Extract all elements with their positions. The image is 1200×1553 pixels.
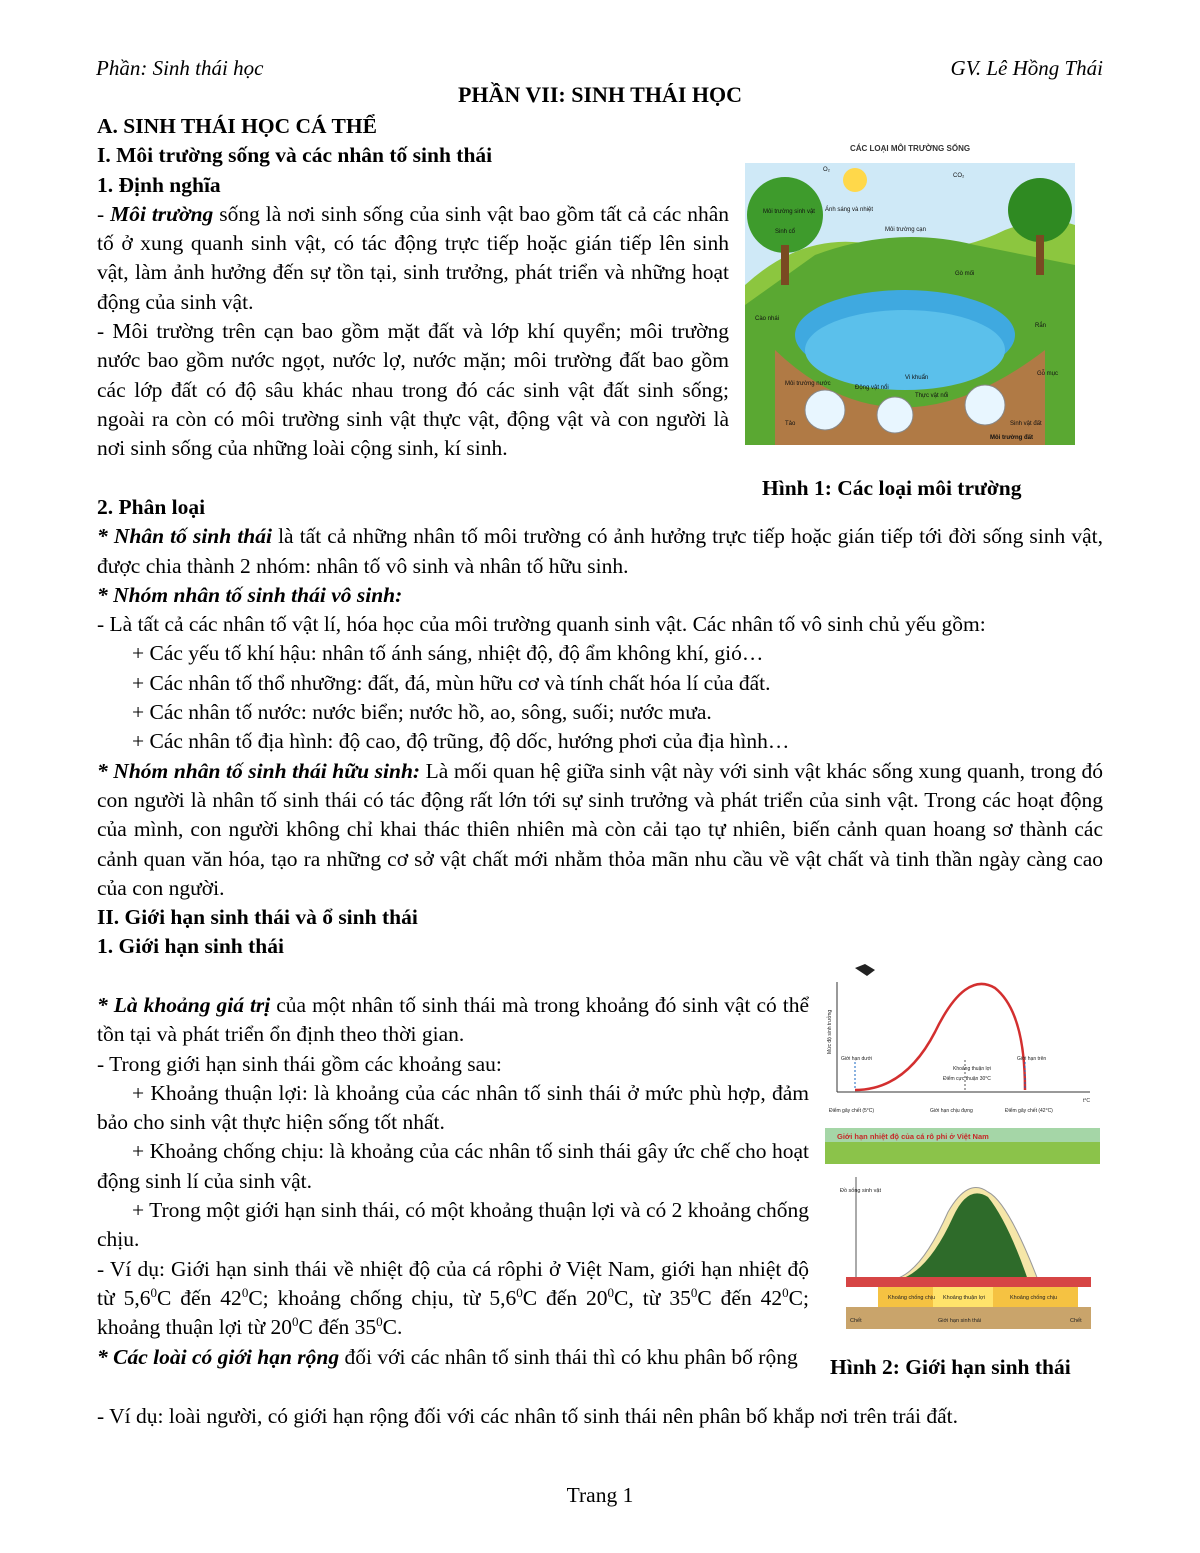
fig2-upper-limit: Giới hạn trên: [1017, 1056, 1047, 1062]
fig1-label-soil-org: Sinh vật đất: [1010, 421, 1042, 427]
fig1-label-co2: CO₂: [953, 173, 965, 179]
page-title: PHẦN VII: SINH THÁI HỌC: [457, 82, 742, 107]
fig1-label-o2: O₂: [823, 167, 830, 173]
fig2-x-unit: t°C: [1083, 1098, 1090, 1104]
fig2b-die-left: Chết: [850, 1318, 862, 1324]
fig1-label-cao-nhai: Cào nhái: [755, 316, 780, 322]
limit-term: * Là khoảng giá trị: [97, 993, 271, 1017]
fig1-label-water-env: Môi trường nước: [785, 381, 831, 387]
limit-text: của một nhân tố sinh thái mà trong khoảng đó sinh vật có thể tồn tại và phát triển ổn định theo thời gian.: [97, 993, 809, 1047]
fig1-label-ran: Rắn: [1035, 323, 1047, 329]
ecological-factor-paragraph: [97, 522, 1103, 581]
abiotic-item-water: + Các nhân tố nước: nước biển; nước hồ, ao, sông, suối; nước mưa.: [132, 700, 712, 725]
wide-range-text: đối với các nhân tố sinh thái thì có khu phân bố rộng: [339, 1344, 798, 1369]
fig2-death-low: Điểm gây chết (5°C): [829, 1108, 875, 1114]
ecological-factor-term: * Nhân tố sinh thái: [97, 524, 272, 549]
figure1-title: CÁC LOẠI MÔI TRƯỜNG SỐNG: [849, 144, 971, 153]
fig1-label-sinh-co: Sinh cổ: [775, 229, 796, 235]
figure2-temperature-chart: [825, 962, 1100, 1164]
fig1-label-bio-env: Môi trường sinh vật: [763, 209, 815, 215]
subsection-definition: 1. Định nghĩa: [97, 172, 221, 197]
abiotic-item-climate: + Các yếu tố khí hậu: nhân tố ánh sáng, nhiệt độ, độ ẩm không khí, gió…: [132, 641, 764, 666]
fig2-banner: Giới hạn nhiệt độ của cá rô phi ở Việt Nam: [837, 1132, 989, 1141]
figure1-illustration: [745, 135, 1075, 445]
fig2-optimum-point: Điểm cực thuận 30°C: [943, 1076, 991, 1082]
classification-section: [97, 493, 1103, 962]
section-2-heading: II. Giới hạn sinh thái và ổ sinh thái: [97, 905, 418, 930]
limit-item-tolerance: + Khoảng chống chịu: là khoảng của các nhân tố sinh thái gây ức chế cho hoạt động sinh lí của sinh vật.: [97, 1139, 809, 1193]
wide-range-paragraph: [97, 1343, 809, 1372]
abiotic-heading: * Nhóm nhân tố sinh thái vô sinh:: [97, 582, 403, 607]
fig1-label-go-muc: Gỗ mục: [1037, 371, 1059, 377]
fig1-label-land-env: Môi trường cạn: [885, 227, 926, 233]
ecological-factor-text: là tất cả những nhân tố môi trường có ảnh hưởng trực tiếp hoặc gián tiếp tới đời sống sinh vật, được chia thành 2 nhóm: nhân tố vô sinh và nhân tố hữu sinh.: [97, 524, 1103, 578]
fig1-label-light: Ánh sáng và nhiệt: [825, 207, 874, 213]
fig1-label-bacteria: Vi khuẩn: [905, 375, 929, 381]
limit-item-summary: + Trong một giới hạn sinh thái, có một khoảng thuận lợi và có 2 khoảng chống chịu.: [97, 1198, 809, 1252]
wide-range-term: * Các loài có giới hạn rộng: [97, 1344, 340, 1369]
limit-item-optimal: + Khoảng thuận lợi: là khoảng của các nhân tố sinh thái ở mức phù hợp, đảm bảo cho sinh vật thực hiện sống tốt nhất.: [97, 1080, 809, 1135]
fig1-label-soil-env: Môi trường đất: [990, 435, 1033, 441]
fig2b-opt-mid: Khoảng thuận lợi: [943, 1295, 985, 1301]
fig2b-y-label: Đồ sống sinh vật: [840, 1188, 881, 1194]
top-text-column: [97, 112, 729, 464]
fig2b-die-right: Chết: [1070, 1318, 1082, 1324]
abiotic-item-soil: + Các nhân tố thổ nhưỡng: đất, đá, mùn hữu cơ và tính chất hóa lí của đất.: [132, 670, 771, 695]
fig1-label-go-moi: Gò mối: [955, 271, 975, 277]
fig2-lower-limit: Giới hạn dưới: [841, 1056, 873, 1062]
fig1-label-phyto: Thực vật nổi: [915, 393, 949, 399]
section-a-heading: A. SINH THÁI HỌC CÁ THỂ: [97, 114, 377, 138]
header-left: Phần: Sinh thái học: [96, 56, 264, 80]
figure1-caption: Hình 1: Các loại môi trường: [762, 476, 1022, 500]
fig2b-tol-right: Khoảng chống chịu: [1010, 1295, 1058, 1301]
limit-text-column: [97, 991, 809, 1372]
abiotic-item-terrain: + Các nhân tố địa hình: độ cao, độ trũng, độ dốc, hướng phơi của địa hình…: [132, 729, 790, 754]
figure2-caption: Hình 2: Giới hạn sinh thái: [830, 1355, 1071, 1379]
fig2-y-label: Mức độ sinh trưởng: [827, 1009, 833, 1054]
biotic-term: * Nhóm nhân tố sinh thái hữu sinh:: [97, 758, 421, 783]
subsection-classification: 2. Phân loại: [97, 495, 206, 519]
subsection-limit: 1. Giới hạn sinh thái: [97, 934, 284, 959]
abiotic-description: - Là tất cả các nhân tố vật lí, hóa học của môi trường quanh sinh vật. Các nhân tố vô sinh chủ yếu gồm:: [97, 612, 986, 637]
biotic-paragraph: [97, 757, 1103, 903]
fig2-death-high: Điểm gây chết (42°C): [1005, 1108, 1053, 1114]
definition-text: sống là nơi sinh sống của sinh vật bao gồm tất cả các nhân tố ở xung quanh sinh vật, có tác động trực tiếp hoặc gián tiếp lên sinh vật, làm ảnh hưởng đến sự tồn tại, sinh trưởng, phát triển và những hoạt động của sinh vật.: [97, 201, 729, 314]
limit-definition: [97, 991, 809, 1050]
page-number: Trang 1: [566, 1483, 634, 1507]
figure2-limit-diagram: [838, 1172, 1096, 1332]
section-1-heading: I. Môi trường sống và các nhân tố sinh thái: [97, 143, 493, 168]
environment-types-paragraph: - Môi trường trên cạn bao gồm mặt đất và lớp khí quyển; môi trường nước bao gồm nước ngọt, nước lợ, nước mặn; môi trường đất bao gồm các lớp đất có độ sâu khác nhau trong đó các sinh vật đất sinh sống; ngoài ra còn có môi trường sinh vật thực vật, động vật và con người là nơi sinh sống của những loài cộng sinh, kí sinh.: [97, 319, 729, 461]
biotic-text: Là mối quan hệ giữa sinh vật này với sinh vật khác sống xung quanh, trong đó con người là nhân tố sinh thái có tác động rất lớn tới sự sinh trưởng và phát triển của sinh vật. Trong các hoạt động của mình, con người không chỉ khai thác thiên nhiên mà còn cải tạo tự nhiên, biến cảnh quan hoang sơ thành các cảnh quan văn hóa, tạo ra những cơ sở vật chất mới nhằm thỏa mãn nhu cầu về vật chất và tinh thần ngày càng cao của con người.: [97, 758, 1104, 900]
fig2b-range-bottom: Giới hạn sinh thái: [938, 1318, 982, 1324]
fig2b-tol-left: Khoảng chống chịu: [888, 1295, 936, 1301]
fig1-label-algae: Tảo: [785, 421, 796, 427]
definition-term: Môi trường: [110, 201, 214, 226]
fig2-range-label: Giới hạn chịu đựng: [930, 1108, 973, 1114]
header-right: GV. Lê Hồng Thái: [950, 56, 1103, 80]
definition-paragraph: - Môi trường sống là nơi sinh sống của sinh vật bao gồm tất cả các nhân tố ở xung quanh sinh vật, có tác động trực tiếp hoặc gián tiếp lên sinh vật, làm ảnh hưởng đến sự tồn tại, sinh trưởng, phát triển và những hoạt động của sinh vật.: [97, 201, 729, 314]
fig1-label-plankton: Động vật nổi: [855, 385, 889, 391]
fig2-optimum-range: Khoảng thuận lợi: [953, 1066, 992, 1072]
human-example: - Ví dụ: loài người, có giới hạn rộng đối với các nhân tố sinh thái nên phân bố khắp nơi trên trái đất.: [97, 1404, 959, 1428]
tilapia-example: - Ví dụ: Giới hạn sinh thái về nhiệt độ của cá rôphi ở Việt Nam, giới hạn nhiệt độ từ $5,6^0C$ đến $42^0C$; khoảng chống chịu, từ $5,6^0C$ đến $20^0C$, từ $35^0C$ đến $42^0C$; khoảng thuận lợi từ $20^0C$ đến $35^0C$.: [97, 1256, 809, 1340]
limit-ranges-intro: - Trong giới hạn sinh thái gồm các khoảng sau:: [97, 1051, 502, 1076]
